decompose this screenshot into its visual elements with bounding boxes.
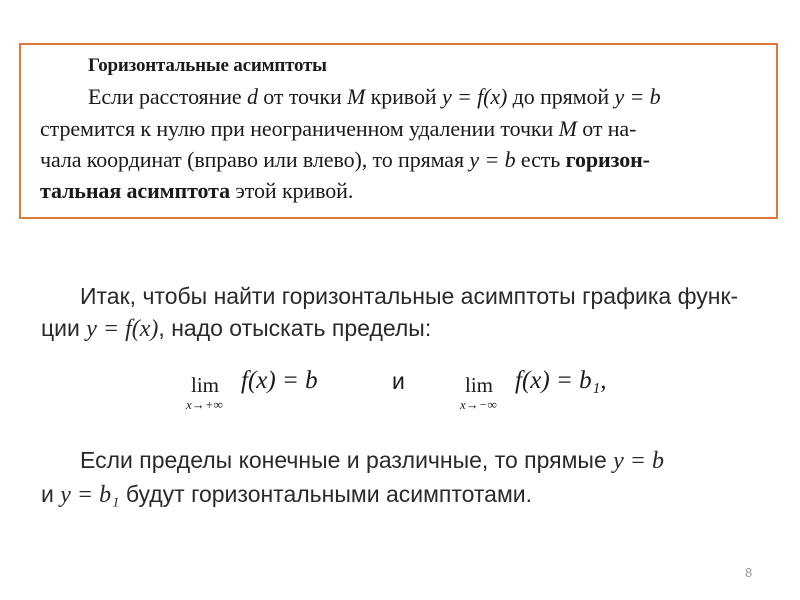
text: будут горизонтальными асимптотами.: [119, 481, 533, 507]
text: до прямой: [507, 84, 615, 109]
math-y-fx: y = f(x): [441, 84, 508, 109]
text: есть: [515, 147, 566, 172]
definition-line-3: [40, 147, 650, 173]
text: ции: [41, 315, 87, 341]
math-y-b: y = b: [613, 448, 664, 474]
text: кривой: [365, 84, 442, 109]
math-y-fx: y = f(x): [86, 316, 159, 342]
paragraph-1-line-2: [41, 315, 431, 343]
text: и: [41, 481, 61, 507]
var-d: d: [247, 84, 258, 109]
text: от точки: [257, 84, 348, 109]
definition-line-2: [40, 116, 636, 142]
text: Если расстояние: [88, 84, 247, 109]
paragraph-1-line-1: Итак, чтобы найти горизонтальные асимптоты графика функ-: [80, 283, 739, 309]
definition-line-1: [88, 84, 661, 110]
bold-term: тальная асимптота: [40, 178, 231, 203]
page-number: 8: [745, 565, 753, 580]
text: этой кривой.: [230, 178, 354, 203]
text: чала координат (вправо или влево), то прямая: [40, 147, 470, 172]
lim-expression: f(x) = b: [241, 367, 318, 394]
lim-word: lim: [465, 373, 494, 397]
text: от на-: [576, 116, 637, 141]
lim-subscript: x→−∞: [460, 397, 497, 412]
var-M: M: [347, 84, 366, 109]
paragraph-2-line-2: [41, 481, 532, 509]
conjunction: и: [392, 368, 405, 394]
definition-title: Горизонтальные асимптоты: [88, 55, 327, 76]
var-M: M: [558, 116, 577, 141]
lim-expression: f(x) = b₁,: [515, 367, 607, 394]
math-y-b: y = b: [469, 147, 516, 172]
text: , надо отыскать пределы:: [158, 315, 432, 341]
lim-subscript: x→+∞: [186, 397, 223, 412]
text: стремится к нулю при неограниченном удалении точки: [40, 116, 559, 141]
text: Если пределы конечные и различные, то прямые: [80, 447, 614, 473]
definition-line-4: [40, 178, 353, 204]
math-y-b1: y = b₁: [60, 482, 120, 508]
math-y-b: y = b: [614, 84, 661, 109]
paragraph-2-line-1: [80, 447, 664, 475]
lim-word: lim: [191, 373, 220, 397]
bold-term: горизон-: [565, 147, 650, 172]
